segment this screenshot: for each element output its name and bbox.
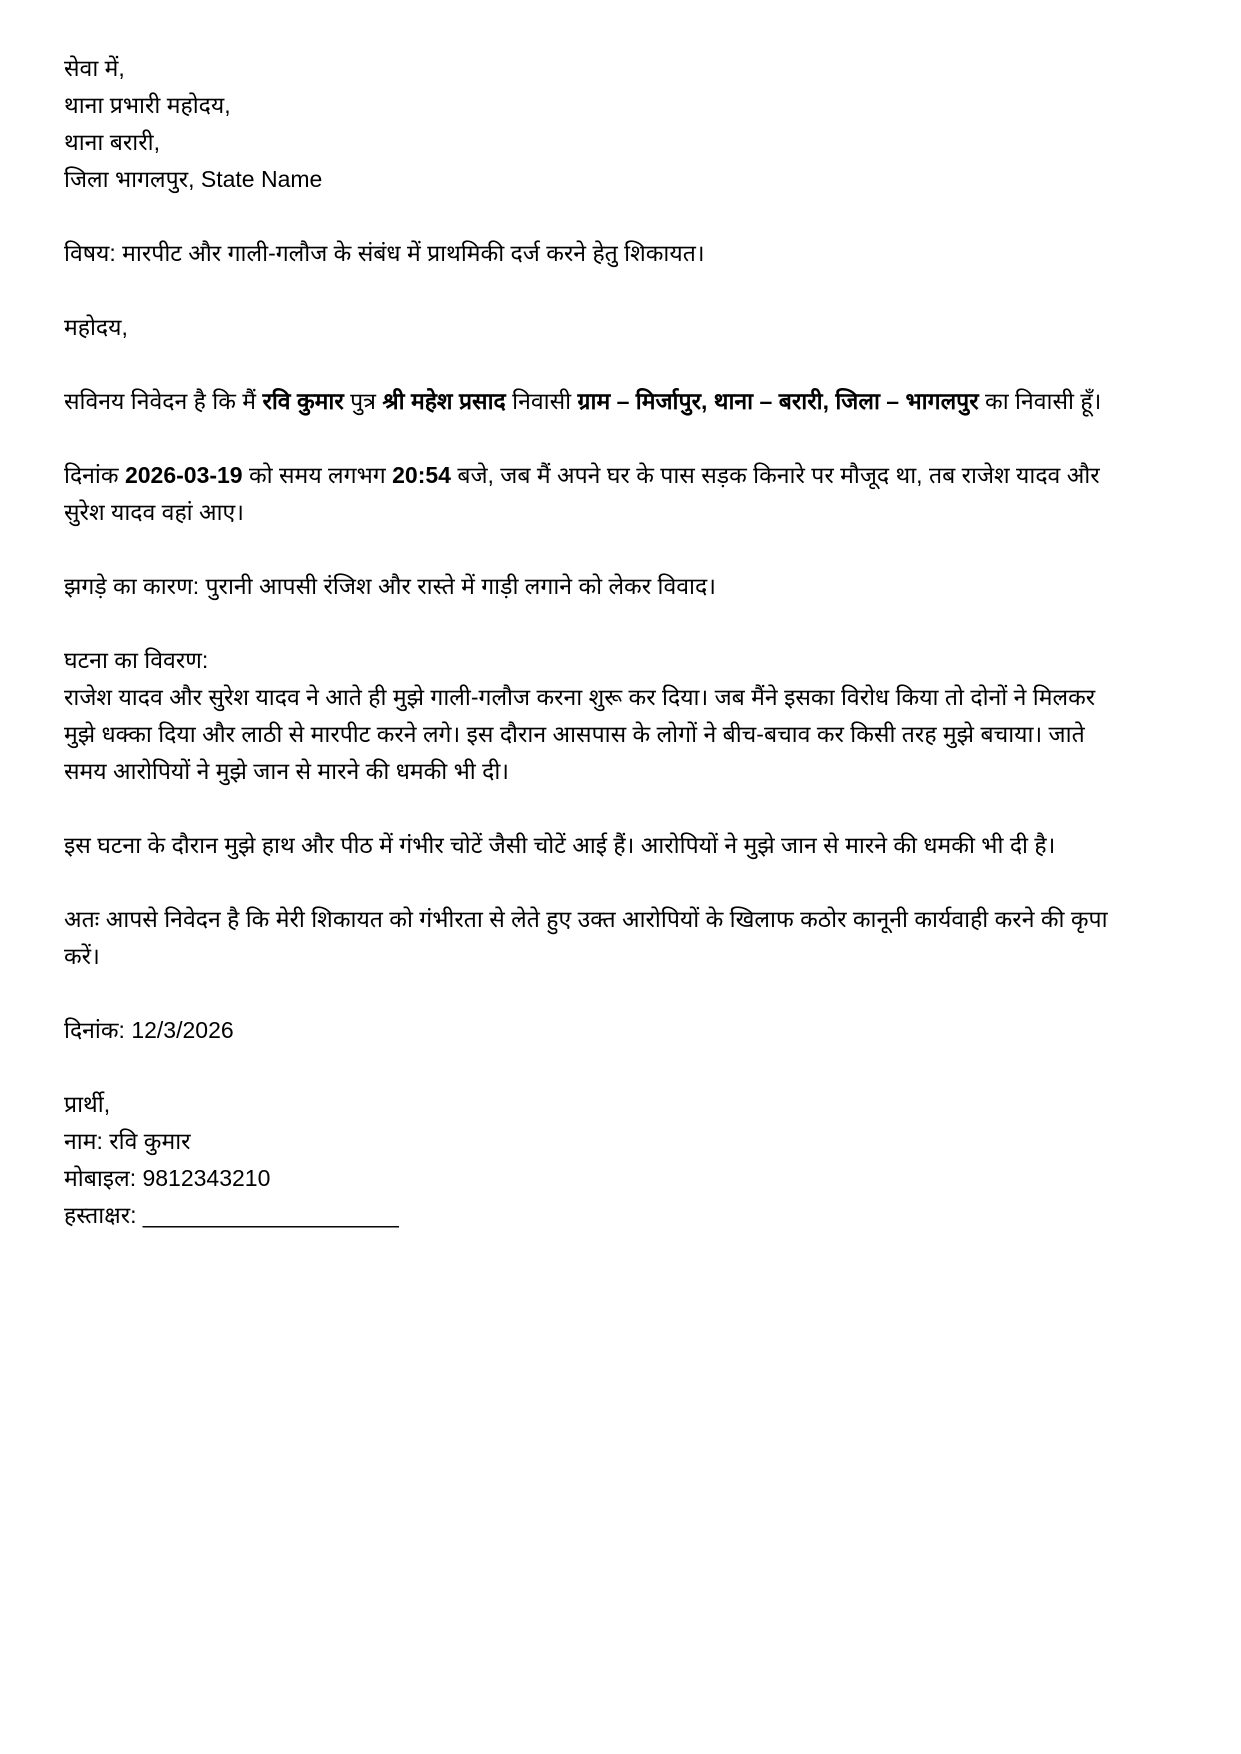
intro-text: [64, 383, 1131, 420]
signature-block: [64, 1086, 1131, 1234]
cause-text: झगड़े का कारण: पुरानी आपसी रंजिश और रास्ते में गाड़ी लगाने को लेकर विवाद।: [64, 573, 716, 599]
applicant-label: प्रार्थी,: [64, 1091, 111, 1117]
recipient-line-1: सेवा में,: [64, 55, 125, 81]
details-body: राजेश यादव और सुरेश यादव ने आते ही मुझे गाली-गलौज करना शुरू कर दिया। जब मैंने इसका विरोध किया तो दोनों ने मिलकर मुझे धक्का दिया और लाठी से मारपीट करने लगे। इस दौरान आसपास के लोगों ने बीच-बचाव कर किसी तरह मुझे बचाया। जाते समय आरोपियों ने मुझे जान से मारने की धमकी भी दी।: [64, 684, 1096, 784]
intro-run-7: का निवासी हूँ।: [978, 388, 1102, 414]
recipient-line-4: जिला भागलपुर, State Name: [64, 166, 323, 192]
time-run-1: दिनांक: [64, 462, 125, 488]
incident-date: 2026-03-19: [124, 462, 243, 488]
recipient-line-2: थाना प्रभारी महोदय,: [64, 92, 231, 118]
father-name: श्री महेश प्रसाद: [382, 388, 506, 414]
recipient-address: [64, 50, 1131, 198]
intro-run-3: पुत्र: [343, 388, 383, 414]
incident-time-text: [64, 457, 1131, 531]
request-text: अतः आपसे निवेदन है कि मेरी शिकायत को गंभीरता से लेते हुए उक्त आरोपियों के खिलाफ कठोर कानूनी कार्यवाही करने की कृपा करें।: [64, 906, 1108, 969]
signature-line: हस्ताक्षर: ____________________: [64, 1202, 399, 1228]
salutation-text: महोदय,: [64, 314, 128, 340]
incident-details: [64, 642, 1131, 790]
intro-paragraph: [64, 383, 1131, 420]
intro-run-5: निवासी: [505, 388, 578, 414]
address-detail: ग्राम – मिर्जापुर, थाना – बरारी, जिला – भागलपुर: [577, 388, 979, 414]
salutation: [64, 309, 1131, 346]
time-run-5: बजे, जब मैं अपने घर के पास सड़क किनारे पर मौजूद था, तब राजेश यादव और सुरेश यादव वहां आए।: [64, 462, 1100, 525]
incident-time-paragraph: [64, 457, 1131, 531]
injuries-paragraph: [64, 827, 1131, 864]
injuries-text: इस घटना के दौरान मुझे हाथ और पीठ में गंभीर चोटें जैसी चोटें आई हैं। आरोपियों ने मुझे जान से मारने की धमकी भी दी है।: [64, 832, 1056, 858]
details-heading: घटना का विवरण:: [64, 647, 209, 673]
time-run-3: को समय लगभग: [242, 462, 393, 488]
date-line: [64, 1012, 1131, 1049]
applicant-name-line: नाम: रवि कुमार: [64, 1128, 191, 1154]
request-paragraph: [64, 901, 1131, 975]
incident-clock-time: 20:54: [392, 462, 451, 488]
date-text: दिनांक: 12/3/2026: [64, 1017, 234, 1043]
subject-text: विषय: मारपीट और गाली-गलौज के संबंध में प्राथमिकी दर्ज करने हेतु शिकायत।: [64, 240, 705, 266]
recipient-line-3: थाना बरारी,: [64, 129, 161, 155]
complainant-name: रवि कुमार: [262, 388, 344, 414]
subject-line: [64, 235, 1131, 272]
applicant-mobile-line: मोबाइल: 9812343210: [64, 1165, 271, 1191]
intro-run-1: सविनय निवेदन है कि मैं: [64, 388, 263, 414]
cause-paragraph: [64, 568, 1131, 605]
